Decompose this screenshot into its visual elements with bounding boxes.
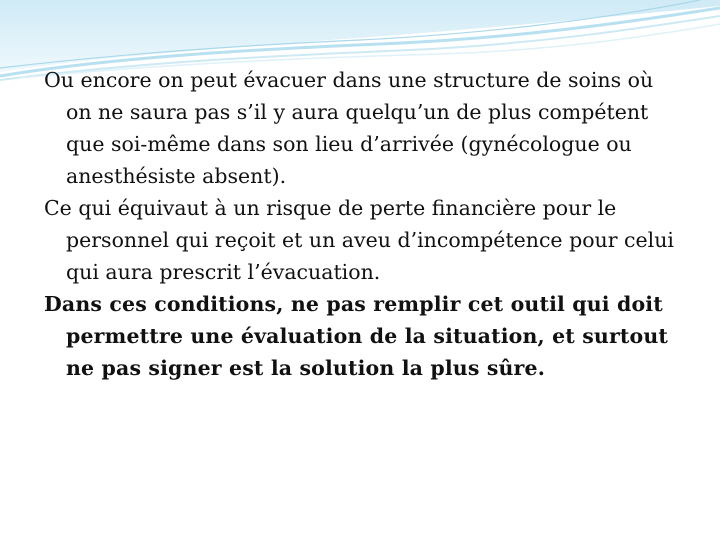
paragraph-risk: Ce qui équivaut à un risque de perte financière pour le personnel qui reçoit et un aveu d’incompétence pour celui qui aura prescrit l’évacuation. xyxy=(44,196,674,284)
paragraph-evacuation: Ou encore on peut évacuer dans une structure de soins où on ne saura pas s’il y aura quelqu’un de plus compétent que soi-même dans son lieu d’arrivée (gynécologue ou anesthésiste absent). xyxy=(44,68,654,188)
slide-body xyxy=(44,64,684,384)
paragraph-conclusion: Dans ces conditions, ne pas remplir cet outil qui doit permettre une évaluation de la situation, et surtout ne pas signer est la solution la plus sûre. xyxy=(44,292,669,380)
